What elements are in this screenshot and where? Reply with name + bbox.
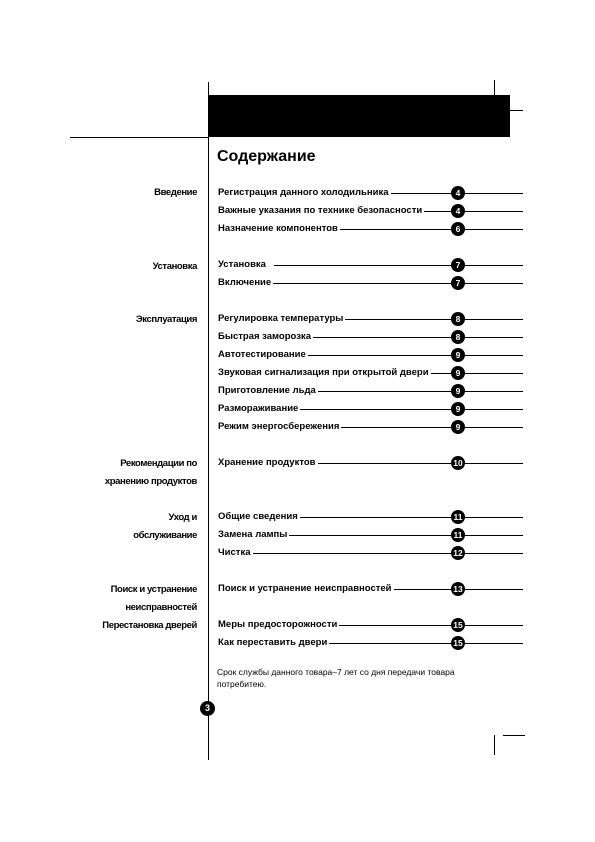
toc-page-badge: 9 (451, 366, 465, 380)
section-storage-recommendations: Рекомендации по хранению продуктов (104, 458, 197, 487)
toc-entry[interactable] (218, 204, 523, 218)
bottom-right-vertical-rule (494, 735, 495, 755)
toc-page-badge: 12 (451, 546, 465, 560)
toc-entry-label: Меры предосторожности (218, 619, 338, 630)
toc-page-badge: 11 (451, 510, 465, 524)
section-care: Уход и обслуживание (133, 512, 197, 541)
toc-page-badge: 15 (451, 618, 465, 632)
section-troubleshooting: Поиск и устранение неисправностей Перестановка дверей (102, 584, 197, 631)
toc-entry[interactable] (218, 618, 523, 632)
toc-entry-label: Размораживание (218, 403, 299, 414)
toc-page-badge: 8 (451, 312, 465, 326)
bottom-right-tick (503, 735, 525, 736)
toc-entry[interactable] (218, 510, 523, 524)
toc-page-badge: 8 (451, 330, 465, 344)
toc-entry-label: Звуковая сигнализация при открытой двери (218, 367, 429, 378)
toc-entry-label: Хранение продуктов (218, 457, 316, 468)
page-number-badge: 3 (200, 701, 215, 716)
page-title: Содержание (217, 148, 316, 165)
toc-entry[interactable] (218, 420, 523, 434)
toc-entry[interactable] (218, 258, 523, 272)
toc-entry-label: Поиск и устранение неисправностей (218, 583, 392, 594)
toc-entry[interactable] (218, 546, 523, 560)
toc-entry[interactable] (218, 528, 523, 542)
toc-page-badge: 6 (451, 222, 465, 236)
section-intro: Введение (154, 187, 197, 198)
service-life-note: Срок службы данного товара–7 лет со дня передачи товара потребитею. (217, 667, 455, 689)
toc-page-badge: 4 (451, 186, 465, 200)
toc-page-badge: 9 (451, 420, 465, 434)
toc-entry-label: Автотестирование (218, 349, 306, 360)
header-black-bar (209, 95, 510, 137)
toc-entry-label: Как переставить двери (218, 637, 328, 648)
section-installation: Установка (152, 261, 197, 272)
toc-page-badge: 15 (451, 636, 465, 650)
toc-entry-label: Установка (218, 259, 266, 270)
toc-entry[interactable] (218, 456, 523, 470)
toc-page-badge: 9 (451, 384, 465, 398)
toc-entry-label: Замена лампы (218, 529, 288, 540)
toc-entry[interactable] (218, 402, 523, 416)
section-operation: Эксплуатация (135, 314, 197, 325)
toc-entry-label: Режим энергосбережения (218, 421, 340, 432)
toc-page-badge: 9 (451, 402, 465, 416)
toc-entry-label: Чистка (218, 547, 251, 558)
toc-entry-label: Регистрация данного холодильника (218, 187, 389, 198)
toc-entry-label: Приготовление льда (218, 385, 316, 396)
header-right-tick (510, 110, 523, 111)
toc-page-badge: 4 (451, 204, 465, 218)
toc-page-badge: 10 (451, 456, 465, 470)
toc-entry-label: Включение (218, 277, 272, 288)
toc-entry[interactable] (218, 186, 523, 200)
toc-page-badge: 9 (451, 348, 465, 362)
toc-entry[interactable] (218, 636, 523, 650)
toc-page-badge: 7 (451, 276, 465, 290)
toc-page-badge: 11 (451, 528, 465, 542)
toc-entry[interactable] (218, 276, 523, 290)
toc-entry[interactable] (218, 384, 523, 398)
toc-entry[interactable] (218, 312, 523, 326)
toc-entry[interactable] (218, 348, 523, 362)
toc-entry[interactable] (218, 582, 523, 596)
toc-entry-label: Назначение компонентов (218, 223, 338, 234)
toc-page-badge: 13 (451, 582, 465, 596)
left-vertical-rule (208, 82, 209, 760)
toc-entry-label: Важные указания по технике безопасности (218, 205, 423, 216)
toc-page-badge: 7 (451, 258, 465, 272)
toc-entry[interactable] (218, 330, 523, 344)
header-rule (70, 137, 209, 138)
toc-entry[interactable] (218, 366, 523, 380)
toc-entry-label: Быстрая заморозка (218, 331, 311, 342)
toc-entry-label: Общие сведения (218, 511, 298, 522)
toc-entry-label: Регулировка температуры (218, 313, 344, 324)
toc-entry[interactable] (218, 222, 523, 236)
